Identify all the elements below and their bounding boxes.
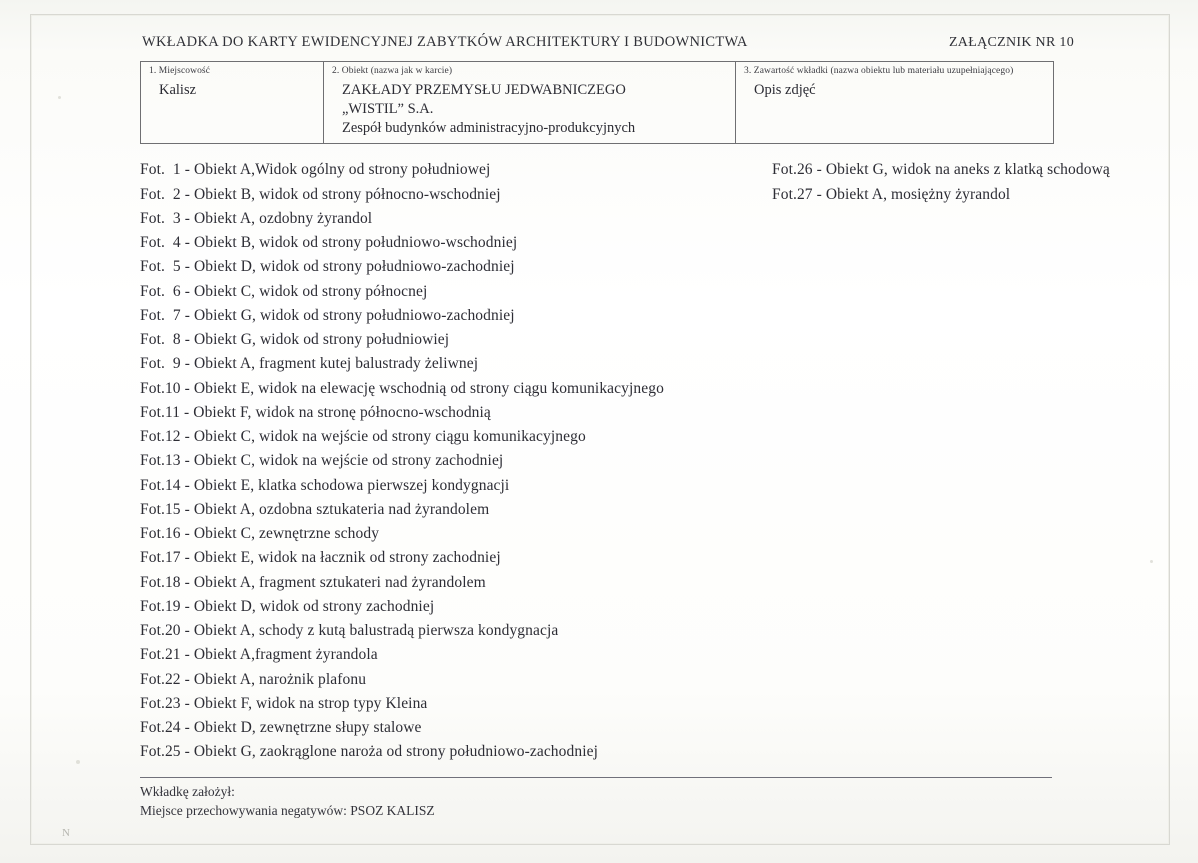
list-item: Fot.25 - Obiekt G, zaokrąglone naroża od strony południowo-zachodniej — [140, 743, 599, 761]
photo-list-left-column — [140, 158, 760, 764]
photo-list-right-column — [772, 158, 1198, 207]
document-content — [120, 34, 1110, 821]
photo-description-list — [120, 158, 1110, 764]
metadata-value-line2: „WISTIL” S.A. — [342, 101, 434, 117]
footer-negatives-line: Miejsce przechowywania negatywów: PSOZ KALISZ — [140, 803, 435, 819]
metadata-value — [744, 81, 1047, 100]
metadata-label: 1. Miejscowość — [149, 66, 211, 76]
list-item: Fot.20 - Obiekt A, schody z kutą balustradą pierwsza kondygnacja — [140, 622, 559, 639]
list-item: Fot.24 - Obiekt D, zewnętrzne słupy stalowe — [140, 719, 422, 736]
document-header — [120, 34, 1080, 51]
scan-speck — [58, 96, 61, 99]
list-item: Fot. 5 - Obiekt D, widok od strony południowo-zachodniej — [140, 258, 515, 276]
footer-block — [140, 782, 1080, 821]
list-item: Fot.19 - Obiekt D, widok od strony zachodniej — [140, 597, 435, 615]
scan-speck — [1150, 560, 1153, 563]
corner-mark: N — [62, 827, 70, 839]
list-item: Fot.17 - Obiekt E, widok na łacznik od strony zachodniej — [140, 549, 501, 567]
metadata-value-line1: Opis zdjęć — [754, 81, 816, 98]
list-item: Fot.18 - Obiekt A, fragment sztukateri nad żyrandolem — [140, 573, 486, 591]
metadata-value — [332, 81, 729, 138]
metadata-cell-contents — [735, 62, 1053, 143]
list-item: Fot.14 - Obiekt E, klatka schodowa pierwszej kondygnacji — [140, 476, 510, 494]
list-item: Fot.15 - Obiekt A, ozdobna sztukateria nad żyrandolem — [140, 500, 490, 518]
metadata-table — [140, 61, 1054, 144]
list-item: Fot.16 - Obiekt C, zewnętrzne schody — [140, 525, 380, 542]
footer-divider — [140, 777, 1052, 778]
list-item: Fot. 3 - Obiekt A, ozdobny żyrandol — [140, 209, 373, 227]
list-item: Fot.13 - Obiekt C, widok na wejście od strony zachodniej — [140, 452, 504, 470]
list-item: Fot. 2 - Obiekt B, widok od strony północno-wschodniej — [140, 185, 501, 203]
list-item: Fot.26 - Obiekt G, widok na aneks z klatką schodową — [772, 161, 1110, 179]
list-item: Fot.11 - Obiekt F, widok na stronę północno-wschodnią — [140, 403, 491, 421]
metadata-value-line1: ZAKŁADY PRZEMYSŁU JEDWABNICZEGO — [342, 81, 626, 98]
list-item: Fot. 7 - Obiekt G, widok od strony południowo-zachodniej — [140, 306, 515, 324]
list-item: Fot. 4 - Obiekt B, widok od strony południowo-wschodniej — [140, 234, 518, 251]
footer-author-line: Wkładkę założył: — [140, 783, 235, 799]
page-title: WKŁADKA DO KARTY EWIDENCYJNEJ ZABYTKÓW ARCHITEKTURY I BUDOWNICTWA — [142, 34, 748, 50]
list-item: Fot. 8 - Obiekt G, widok od strony południowiej — [140, 331, 450, 348]
list-item: Fot.10 - Obiekt E, widok na elewację wschodnią od strony ciągu komunikacyjnego — [140, 379, 664, 397]
metadata-value-line3: Zespół budynków administracyjno-produkcyjnych — [342, 120, 636, 137]
scan-speck — [76, 760, 80, 764]
list-item: Fot.22 - Obiekt A, narożnik plafonu — [140, 670, 367, 688]
metadata-value — [149, 81, 317, 100]
list-item: Fot. 9 - Obiekt A, fragment kutej balustrady żeliwnej — [140, 355, 479, 373]
annex-label: ZAŁĄCZNIK NR 10 — [948, 35, 1074, 50]
metadata-label: 2. Obiekt (nazwa jak w karcie) — [332, 66, 453, 76]
list-item: Fot.21 - Obiekt A,fragment żyrandola — [140, 646, 378, 664]
list-item: Fot.23 - Obiekt F, widok na strop typy Kleina — [140, 694, 428, 712]
metadata-cell-locality — [141, 62, 323, 143]
list-item: Fot.12 - Obiekt C, widok na wejście od strony ciągu komunikacyjnego — [140, 428, 586, 445]
metadata-cell-object — [323, 62, 735, 143]
metadata-label: 3. Zawartość wkładki (nazwa obiektu lub materiału uzupełniającego) — [744, 66, 1014, 76]
list-item: Fot.27 - Obiekt A, mosiężny żyrandol — [772, 185, 1011, 203]
metadata-value-line1: Kalisz — [159, 81, 197, 98]
list-item: Fot. 1 - Obiekt A,Widok ogólny od strony południowej — [140, 161, 491, 179]
list-item: Fot. 6 - Obiekt C, widok od strony północnej — [140, 282, 428, 300]
